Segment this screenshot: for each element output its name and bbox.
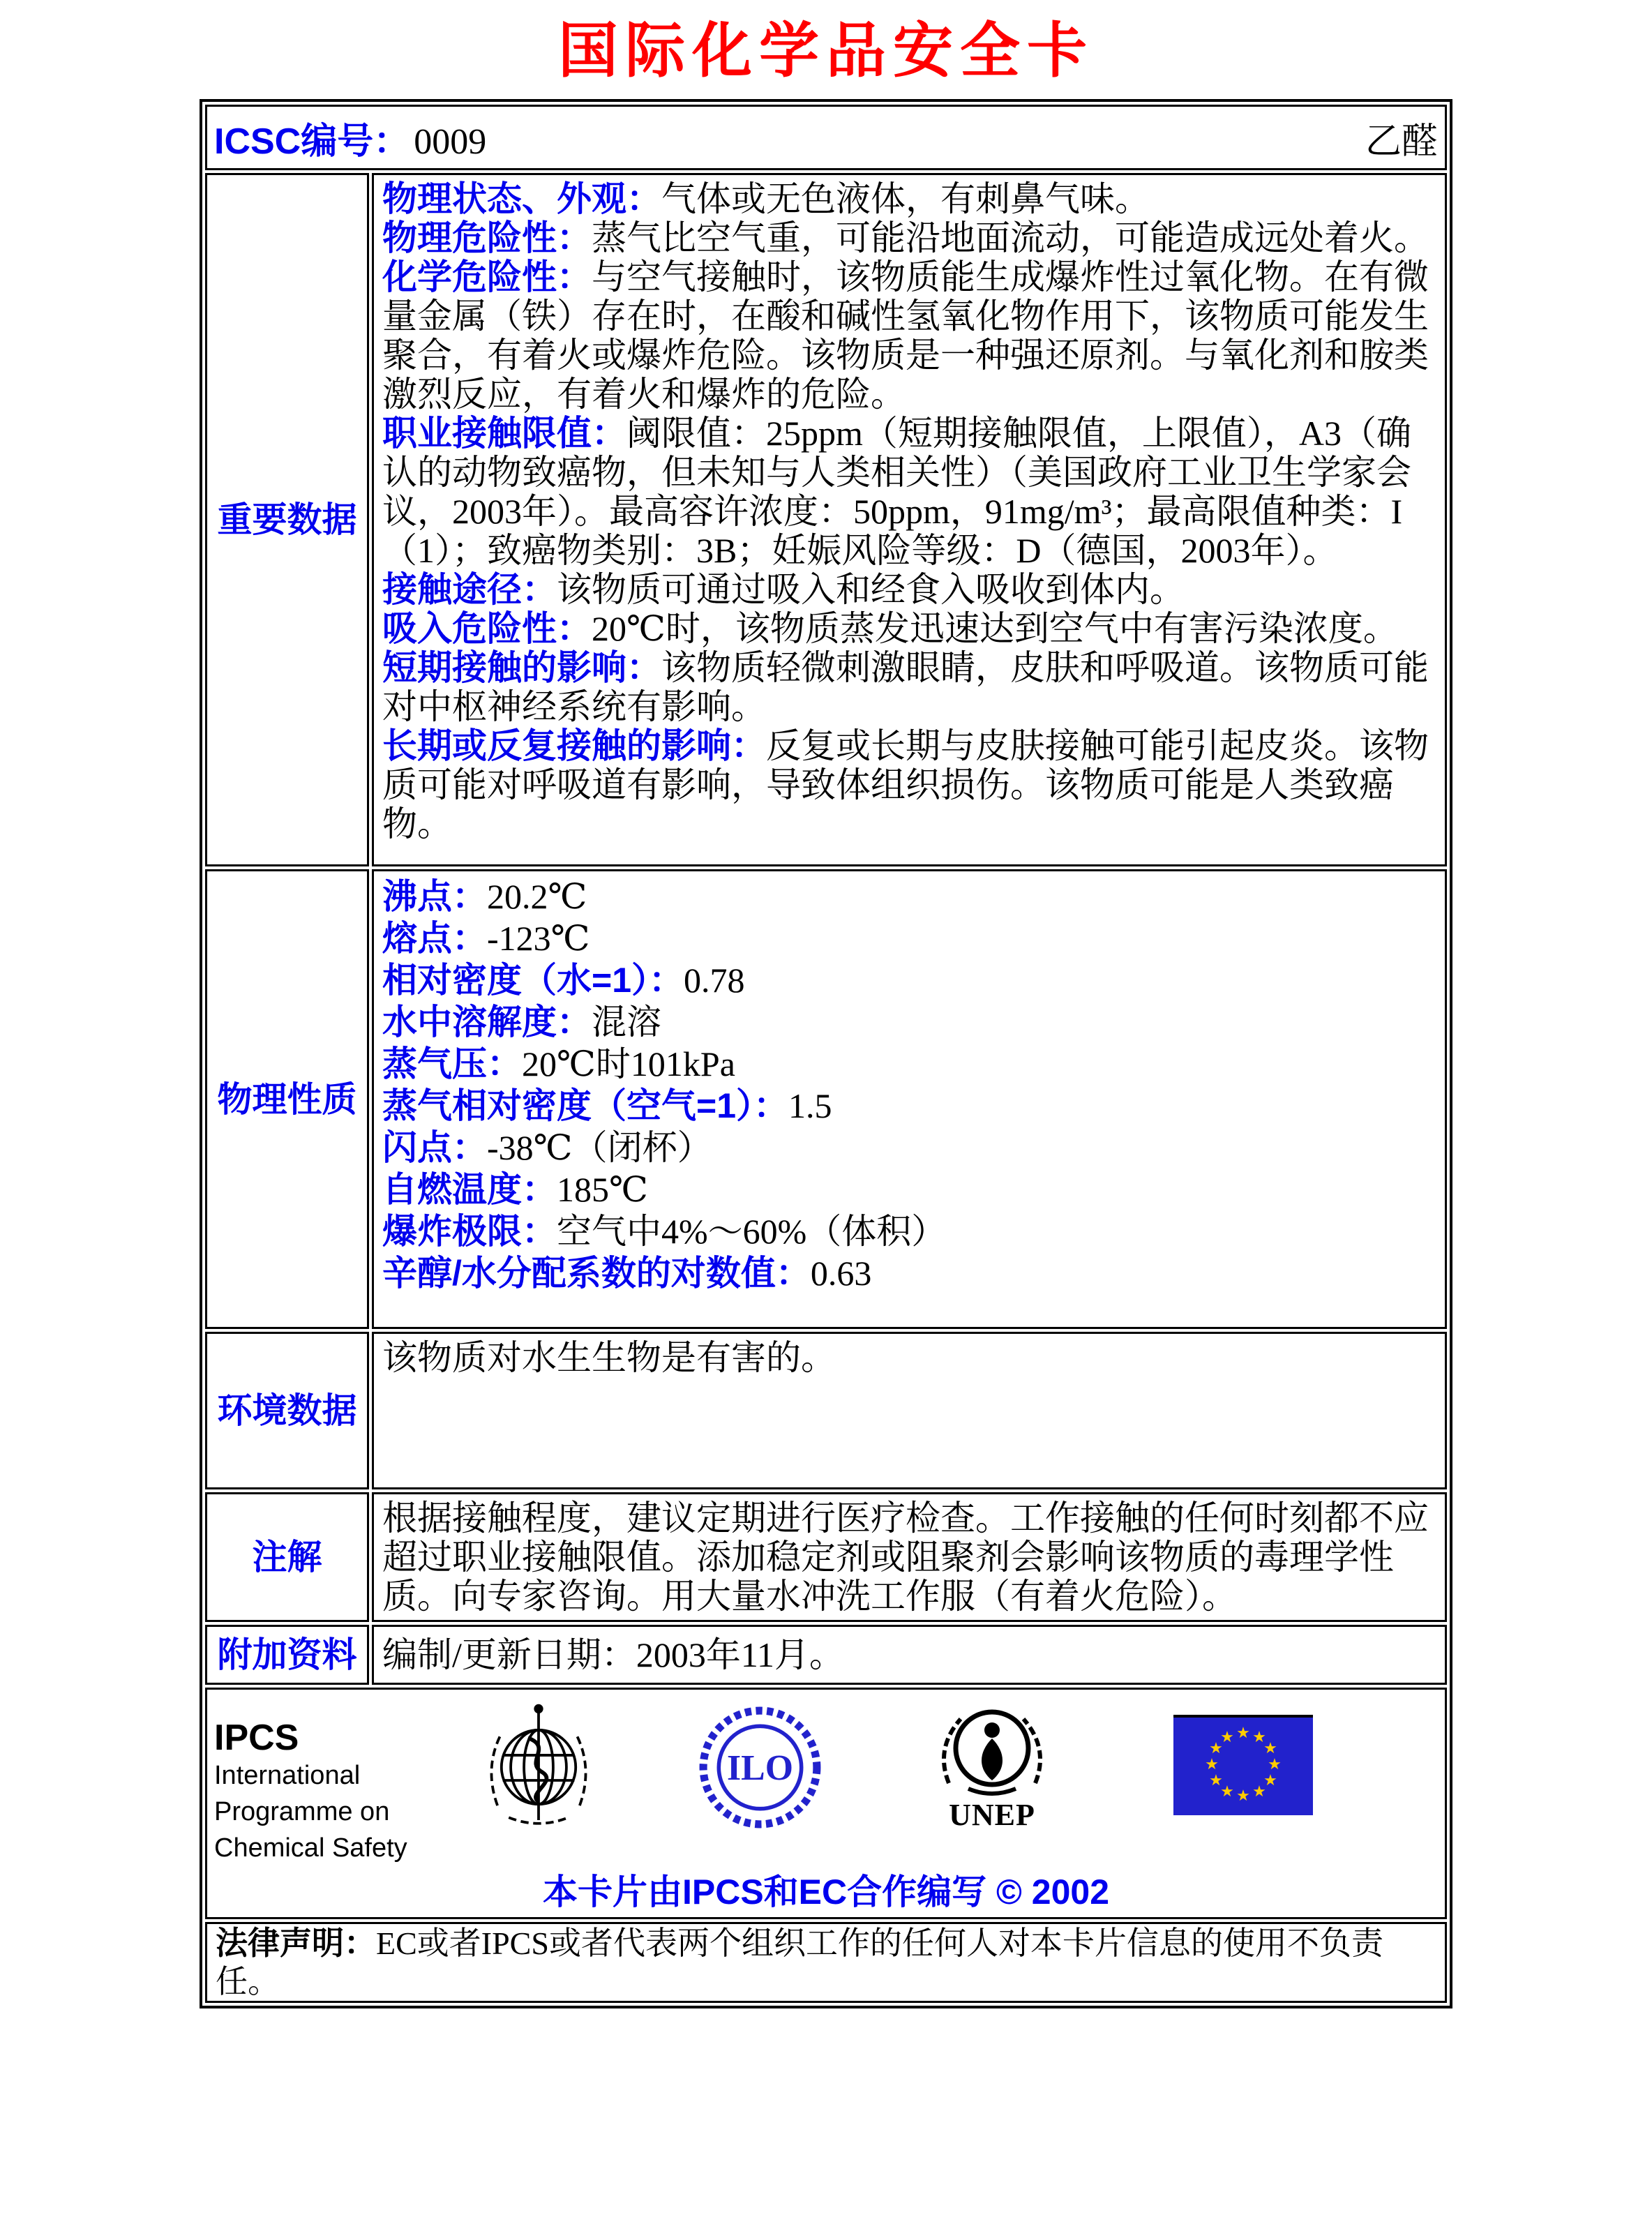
- svg-text:★: ★: [1236, 1725, 1250, 1742]
- additional-info-item: [382, 1635, 1436, 1674]
- field-value: -123℃: [487, 919, 590, 958]
- notes-item: [382, 1499, 1436, 1616]
- unep-label: UNEP: [949, 1798, 1035, 1832]
- physical-property-item: [382, 876, 1436, 917]
- field-label: 短期接触的影响：: [382, 648, 661, 687]
- field-value: 该物质可通过吸入和经食入吸收到体内。: [557, 570, 1185, 609]
- legal-statement: EC或者IPCS或者代表两个组织工作的任何人对本卡片信息的使用不负责任。: [216, 1925, 1383, 1999]
- physical-property-item: [382, 959, 1436, 1001]
- field-label: 辛醇/水分配系数的对数值：: [382, 1254, 811, 1293]
- organizations-cell: [205, 1688, 1447, 1919]
- field-label: 熔点：: [382, 919, 487, 958]
- svg-text:★: ★: [1268, 1756, 1282, 1773]
- eu-flag-icon: [1173, 1699, 1313, 1815]
- svg-text:★: ★: [1252, 1729, 1266, 1746]
- ipcs-line-2: Programme on: [214, 1796, 390, 1826]
- legal-row: [205, 1922, 1447, 2003]
- section-label-additional-info: 附加资料: [205, 1625, 369, 1685]
- field-label: 蒸气相对密度（空气=1）：: [382, 1086, 789, 1125]
- environment-data-row: [205, 1332, 1447, 1489]
- important-data-item: [382, 609, 1436, 648]
- icsc-number-label: ICSC编号：: [214, 121, 410, 162]
- field-value: 20.2℃: [487, 877, 587, 916]
- field-label: 物理状态、外观：: [382, 179, 661, 218]
- field-value: 该物质轻微刺激眼睛，皮肤和呼吸道。该物质可能对中枢神经系统有影响。: [382, 648, 1429, 726]
- chemical-name: 乙醛: [1365, 121, 1438, 162]
- organizations-row: [205, 1688, 1447, 1919]
- important-data-item: [382, 414, 1436, 570]
- environment-data-item: [382, 1338, 1436, 1377]
- ipcs-acronym: IPCS: [214, 1718, 299, 1758]
- important-data-content: [372, 173, 1447, 866]
- field-value: 20℃时，该物质蒸发迅速达到空气中有害污染浓度。: [592, 609, 1398, 648]
- field-value: 20℃时101kPa: [522, 1044, 735, 1083]
- physical-property-item: [382, 917, 1436, 959]
- ipcs-text-block: [214, 1699, 423, 1866]
- physical-property-item: [382, 1043, 1436, 1085]
- field-label: 接触途径：: [382, 570, 557, 609]
- svg-text:★: ★: [1252, 1783, 1266, 1801]
- important-data-item: [382, 726, 1436, 843]
- field-value: 根据接触程度，建议定期进行医疗检查。工作接触的任何时刻都不应超过职业接触限值。添加稳定剂或阻聚剂会影响该物质的毒理学性质。向专家咨询。用大量水冲洗工作服（有着火危险）。: [382, 1499, 1429, 1616]
- physical-property-item: [382, 1085, 1436, 1127]
- important-data-row: [205, 173, 1447, 866]
- field-value: 该物质对水生生物是有害的。: [382, 1338, 836, 1377]
- section-label-physical-properties: 物理性质: [205, 869, 369, 1329]
- svg-text:★: ★: [1205, 1756, 1219, 1773]
- field-label: 爆炸极限：: [382, 1212, 557, 1251]
- svg-text:★: ★: [1236, 1787, 1250, 1805]
- physical-properties-row: [205, 869, 1447, 1329]
- notes-content: [372, 1492, 1447, 1622]
- unep-emblem-icon: [929, 1699, 1055, 1831]
- credit-text: 本卡片由IPCS和EC合作编写: [542, 1872, 987, 1912]
- important-data-item: [382, 179, 1436, 218]
- legal-label: 法律声明：: [216, 1924, 376, 1961]
- icsc-number-field: [214, 112, 486, 164]
- icsc-number-value: 0009: [414, 121, 487, 162]
- additional-info-content: [372, 1625, 1447, 1685]
- field-label: 长期或反复接触的影响：: [382, 726, 766, 765]
- physical-property-item: [382, 1127, 1436, 1169]
- field-value: 空气中4%～60%（体积）: [557, 1212, 947, 1251]
- field-value: 与空气接触时，该物质能生成爆炸性过氧化物。在有微量金属（铁）存在时，在酸和碱性氢氧化物作用下，该物质可能发生聚合，有着火或爆炸危险。该物质是一种强还原剂。与氧化剂和胺类激烈反应，有着火和爆炸的危险。: [382, 257, 1429, 414]
- important-data-item: [382, 257, 1436, 414]
- svg-text:★: ★: [1209, 1740, 1223, 1757]
- field-label: 吸入危险性：: [382, 609, 592, 648]
- additional-info-row: [205, 1625, 1447, 1685]
- ilo-emblem-icon: [696, 1699, 825, 1835]
- section-label-important-data: 重要数据: [205, 173, 369, 866]
- important-data-item: [382, 648, 1436, 726]
- field-value: 蒸气比空气重，可能沿地面流动，可能造成远处着火。: [592, 218, 1429, 257]
- field-label: 水中溶解度：: [382, 1002, 592, 1042]
- field-value: 阈限值：25ppm（短期接触限值，上限值），A3（确认的动物致癌物，但未知与人类相关性）（美国政府工业卫生学家会议，2003年）。最高容许浓度：50ppm，91mg/m³；最高限值种类：I（1）；致癌物类别：3B；妊娠风险等级：D（德国，2003年）。: [382, 414, 1411, 570]
- header-cell: [205, 105, 1447, 170]
- svg-text:★: ★: [1263, 1772, 1277, 1789]
- field-label: 相对密度（水=1）：: [382, 961, 684, 1000]
- credit-line: [214, 1873, 1438, 1912]
- field-value: 0.78: [684, 961, 745, 1000]
- field-label: 闪点：: [382, 1128, 487, 1167]
- field-value: 反复或长期与皮肤接触可能引起皮炎。该物质可能对呼吸道有影响，导致体组织损伤。该物质可能是人类致癌物。: [382, 726, 1429, 843]
- physical-properties-content: [372, 869, 1447, 1329]
- field-value: 0.63: [810, 1254, 872, 1293]
- field-label: 物理危险性：: [382, 218, 592, 257]
- section-label-environment-data: 环境数据: [205, 1332, 369, 1489]
- field-value: 编制/更新日期：2003年11月。: [382, 1635, 845, 1674]
- svg-text:★: ★: [1220, 1729, 1234, 1746]
- notes-row: [205, 1492, 1447, 1622]
- icsc-card-table: [200, 99, 1452, 2008]
- physical-property-item: [382, 1001, 1436, 1043]
- section-label-notes: 注解: [205, 1492, 369, 1622]
- environment-data-content: [372, 1332, 1447, 1489]
- physical-property-item: [382, 1252, 1436, 1294]
- physical-property-item: [382, 1210, 1436, 1252]
- field-label: 沸点：: [382, 877, 487, 916]
- physical-property-item: [382, 1169, 1436, 1210]
- field-value: 混溶: [592, 1002, 661, 1042]
- who-emblem-icon: [472, 1699, 605, 1835]
- ipcs-line-3: Chemical Safety: [214, 1833, 407, 1863]
- field-label: 蒸气压：: [382, 1044, 522, 1083]
- field-value: -38℃（闭杯）: [487, 1128, 712, 1167]
- field-label: 职业接触限值：: [382, 414, 626, 453]
- field-value: 185℃: [557, 1170, 648, 1209]
- svg-text:★: ★: [1263, 1740, 1277, 1757]
- ipcs-line-1: International: [214, 1760, 361, 1790]
- svg-text:★: ★: [1209, 1772, 1223, 1789]
- copyright-text: © 2002: [996, 1872, 1110, 1912]
- field-label: 化学危险性：: [382, 257, 592, 296]
- field-value: 气体或无色液体，有刺鼻气味。: [661, 179, 1150, 218]
- ilo-letters: ILO: [727, 1748, 793, 1789]
- field-value: 1.5: [788, 1086, 832, 1125]
- important-data-item: [382, 218, 1436, 257]
- field-label: 自燃温度：: [382, 1170, 557, 1209]
- page-title: 国际化学品安全卡: [558, 17, 1094, 84]
- important-data-item: [382, 570, 1436, 609]
- legal-cell: [205, 1922, 1447, 2003]
- header-row: [205, 105, 1447, 170]
- svg-text:★: ★: [1220, 1783, 1234, 1801]
